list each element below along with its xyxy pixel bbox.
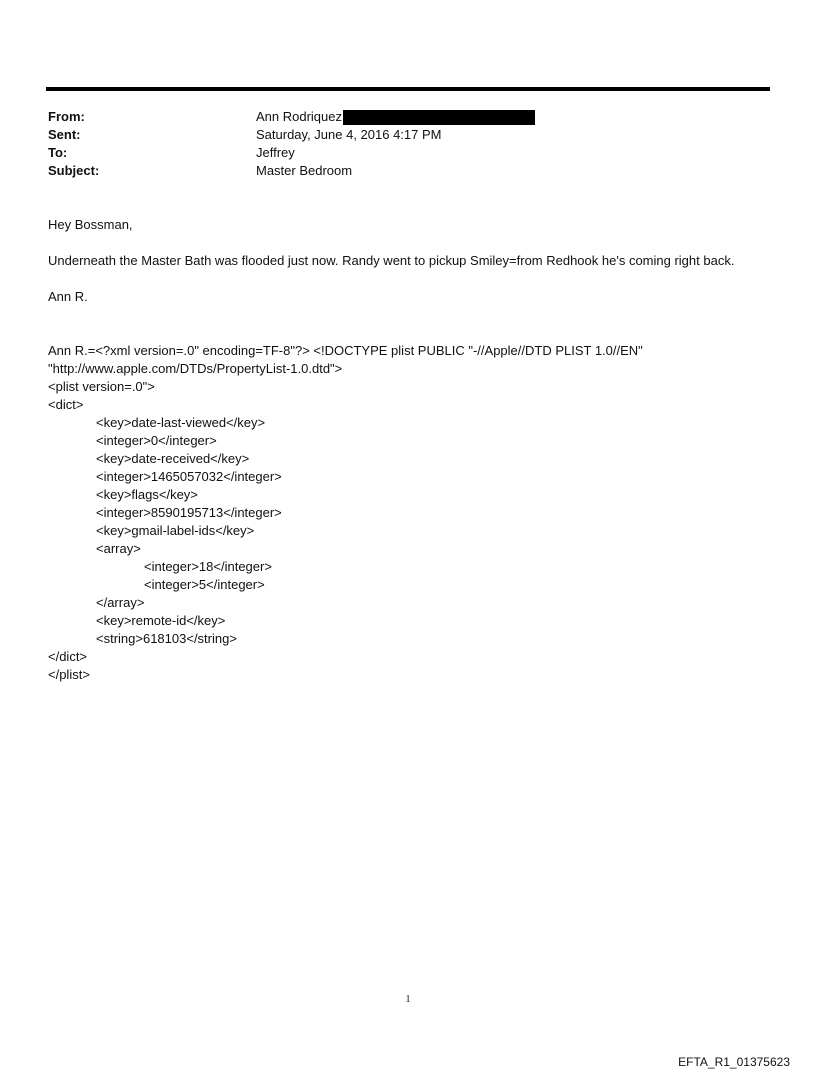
xml-line: </dict> bbox=[48, 649, 88, 664]
from-value: Ann Rodriquez bbox=[256, 109, 342, 124]
xml-block bbox=[48, 342, 778, 684]
signoff: Ann R. bbox=[48, 289, 88, 304]
subject-label: Subject: bbox=[48, 163, 100, 178]
xml-line: <integer>18</integer> bbox=[144, 559, 272, 574]
subject-value: Master Bedroom bbox=[256, 163, 353, 178]
page-number: 1 bbox=[405, 994, 411, 1005]
to-value: Jeffrey bbox=[256, 145, 295, 160]
xml-line: <array> bbox=[96, 541, 141, 556]
xml-line: <integer>5</integer> bbox=[144, 577, 265, 592]
xml-line: <integer>0</integer> bbox=[96, 433, 217, 448]
bates-number: EFTA_R1_01375623 bbox=[678, 1055, 790, 1069]
header-rule bbox=[46, 87, 770, 91]
to-label: To: bbox=[48, 145, 68, 160]
email-body bbox=[48, 216, 778, 684]
from-row bbox=[48, 108, 768, 126]
xml-line: <key>flags</key> bbox=[96, 487, 198, 502]
subject-row bbox=[48, 162, 768, 180]
greeting: Hey Bossman, bbox=[48, 217, 133, 232]
xml-line: <plist version=.0"> bbox=[48, 379, 155, 394]
email-header bbox=[48, 108, 768, 180]
xml-line: <integer>1465057032</integer> bbox=[96, 469, 282, 484]
xml-line: <dict> bbox=[48, 397, 84, 412]
xml-line: <key>remote-id</key> bbox=[96, 613, 226, 628]
sent-label: Sent: bbox=[48, 127, 81, 142]
xml-line: <string>618103</string> bbox=[96, 631, 237, 646]
xml-line: <key>date-last-viewed</key> bbox=[96, 415, 266, 430]
sent-row bbox=[48, 126, 768, 144]
xml-line: <key>gmail-label-ids</key> bbox=[96, 523, 255, 538]
to-row bbox=[48, 144, 768, 162]
redaction-box bbox=[343, 110, 535, 125]
xml-line: </plist> bbox=[48, 667, 90, 682]
message-text: Underneath the Master Bath was flooded just now. Randy went to pickup Smiley=from Redhook he's coming right back. bbox=[48, 253, 735, 268]
sent-value: Saturday, June 4, 2016 4:17 PM bbox=[256, 127, 442, 142]
xml-line: "http://www.apple.com/DTDs/PropertyList-1.0.dtd"> bbox=[48, 361, 343, 376]
xml-line: <integer>8590195713</integer> bbox=[96, 505, 282, 520]
xml-line: <key>date-received</key> bbox=[96, 451, 250, 466]
xml-line: </array> bbox=[96, 595, 145, 610]
xml-line: Ann R.=<?xml version=.0" encoding=TF-8"?> <!DOCTYPE plist PUBLIC "-//Apple//DTD PLIST 1.0//EN" bbox=[48, 343, 643, 358]
from-label: From: bbox=[48, 109, 85, 124]
